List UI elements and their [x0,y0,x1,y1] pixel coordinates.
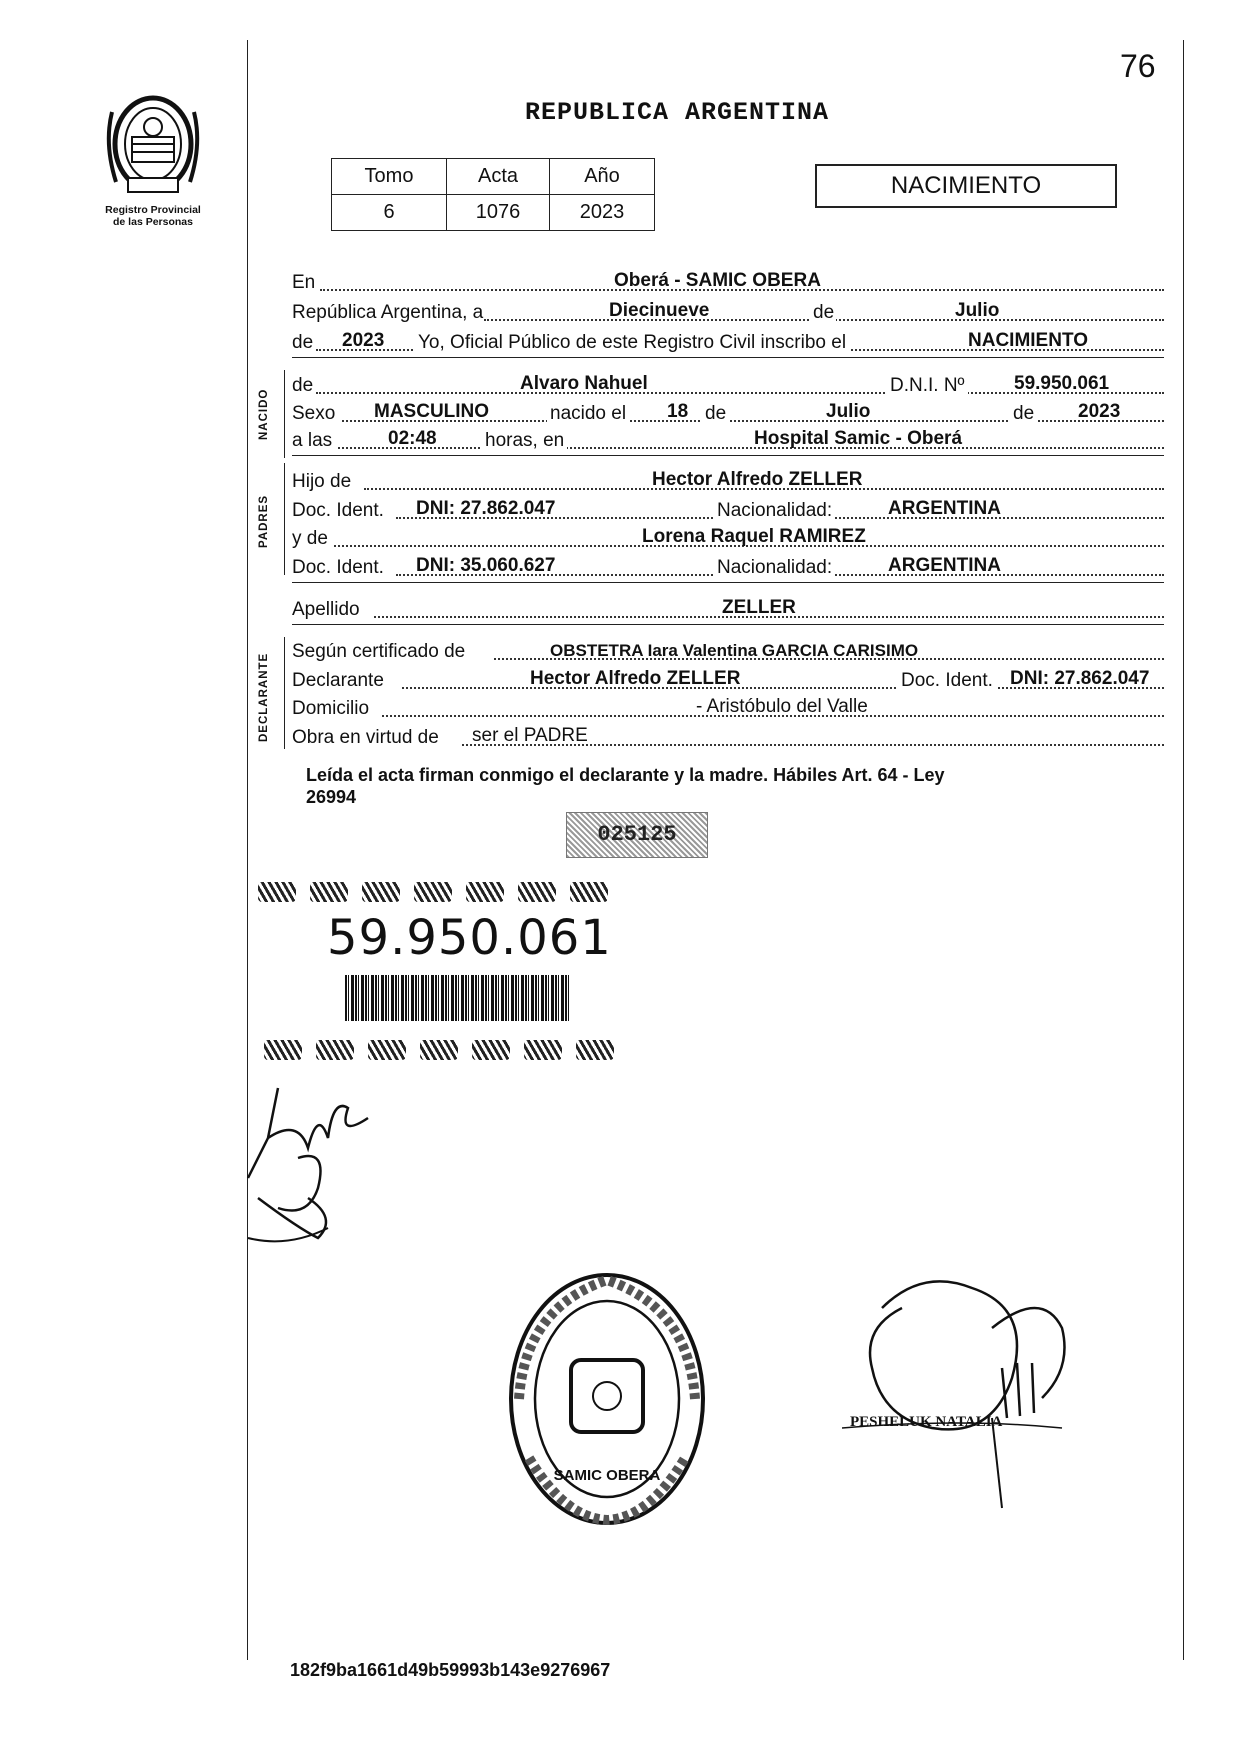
act-type-box: NACIMIENTO [815,164,1117,208]
value-year: 2023 [342,330,385,351]
value-birth-location: Hospital Samic - Oberá [754,428,963,449]
label-de-birth-year: de [1010,403,1037,425]
label-de-month: de [702,403,729,425]
label-segun-certificado: Según certificado de [292,641,466,662]
stamp-dni-number: 59.950.061 [327,910,612,966]
svg-text:PESHELUK NATALIA: PESHELUK NATALIA [850,1414,1003,1430]
left-margin-line [247,40,248,1660]
value-father-doc: DNI: 27.862.047 [416,498,556,519]
value-sexo: MASCULINO [374,401,490,422]
dotted-line [338,447,1164,449]
row-child-name [292,370,1164,400]
label-dni: D.N.I. Nº [887,375,968,397]
value-father-nationality: ARGENTINA [888,498,1001,519]
row-father-name [292,466,1164,496]
value-apellido: ZELLER [722,597,796,618]
label-officer: Yo, Oficial Público de este Registro Civil inscribo el [414,332,850,354]
value-time: 02:48 [388,428,437,449]
label-de: de [292,375,314,396]
official-seal [505,1268,710,1530]
row-certificate [292,636,1164,666]
value-birth-day: 18 [667,401,689,422]
value-birth-year: 2023 [1078,401,1121,422]
label-republica: República Argentina, a [292,302,484,323]
row-apellido [292,594,1164,625]
label-declarante: Declarante [292,670,384,691]
label-hijo-de: Hijo de [292,471,352,492]
row-place [292,267,1164,297]
closing-line-1: Leída el acta firman conmigo el declarante y la madre. Hábiles Art. 64 - Ley [306,765,945,785]
label-a-las: a las [292,430,333,451]
row-declarante [292,665,1164,695]
value-child-dni: 59.950.061 [1014,373,1110,394]
row-obra [292,722,1164,752]
label-sexo: Sexo [292,403,336,424]
label-de-year: de [292,332,314,353]
table-header-acta: Acta [447,159,550,195]
security-band-top [258,882,622,904]
value-birth-month: Julio [826,401,871,422]
row-mother-doc [292,552,1164,583]
table-header-tomo: Tomo [332,159,447,195]
label-nacionalidad: Nacionalidad: [714,500,835,522]
logo-caption [78,204,228,228]
row-father-doc [292,495,1164,525]
row-domicilio [292,693,1164,723]
label-obra-en-virtud: Obra en virtud de [292,727,439,748]
table-header-ano: Año [550,159,655,195]
logo-caption-line-2: de las Personas [113,216,193,228]
document-hash: 182f9ba1661d49b59993b143e9276967 [290,1660,611,1680]
value-declarante: Hector Alfredo ZELLER [530,668,741,689]
label-doc-ident: Doc. Ident. [292,500,384,521]
value-place: Oberá - SAMIC OBERA [614,270,821,291]
provincial-coat-of-arms-logo [94,82,212,200]
label-doc-ident: Doc. Ident. [292,557,384,578]
value-obra: ser el PADRE [472,725,588,746]
label-nacionalidad: Nacionalidad: [714,557,835,579]
table-value-tomo: 6 [332,195,447,231]
label-nacido-el: nacido el [547,403,629,425]
label-horas-en: horas, en [482,430,567,452]
label-domicilio: Domicilio [292,698,370,719]
page-number: 76 [1120,48,1156,84]
section-label-padres: PADRES [258,494,270,548]
value-child-name: Alvaro Nahuel [520,373,648,394]
label-en: En [292,272,316,293]
value-mother-name: Lorena Raquel RAMIREZ [642,526,866,547]
declarant-signature [238,1078,408,1248]
value-act-word: NACIMIENTO [968,330,1088,351]
stamp-code: 025125 [566,812,708,858]
label-y-de: y de [292,528,328,549]
barcode [345,975,570,1021]
value-mother-doc: DNI: 35.060.627 [416,555,556,576]
security-band-bottom [264,1040,628,1062]
record-number-table [331,158,655,231]
value-declarante-doc: DNI: 27.862.047 [1010,668,1150,689]
row-time-place [292,425,1164,456]
value-father-name: Hector Alfredo ZELLER [652,469,863,490]
logo-caption-line-1: Registro Provincial [105,204,201,216]
row-date [292,297,1164,327]
value-certificate: OBSTETRA Iara Valentina GARCIA CARISIMO [550,641,919,660]
closing-line-2: 26994 [306,787,357,807]
section-label-declarante: DECLARANTE [258,652,270,742]
table-value-acta: 1076 [447,195,550,231]
section-label-nacido: NACIDO [258,388,270,440]
svg-text:SAMIC OBERA: SAMIC OBERA [553,1467,661,1484]
section-bar-nacido [284,370,285,458]
section-bar-declarante [284,637,285,749]
right-margin-line [1183,40,1184,1660]
table-value-ano: 2023 [550,195,655,231]
value-day-text: Diecinueve [609,300,710,321]
row-year [292,327,1164,358]
official-signature [842,1268,1092,1528]
closing-statement [306,764,1166,808]
value-domicilio: - Aristóbulo del Valle [696,696,868,717]
label-de: de [813,302,835,323]
document-title: REPUBLICA ARGENTINA [525,98,830,127]
label-doc-ident: Doc. Ident. [898,670,996,692]
value-mother-nationality: ARGENTINA [888,555,1001,576]
label-apellido: Apellido [292,599,360,620]
row-mother-name [292,523,1164,553]
row-sex-birthdate [292,398,1164,428]
section-bar-padres [284,463,285,575]
value-month-text: Julio [955,300,1000,321]
